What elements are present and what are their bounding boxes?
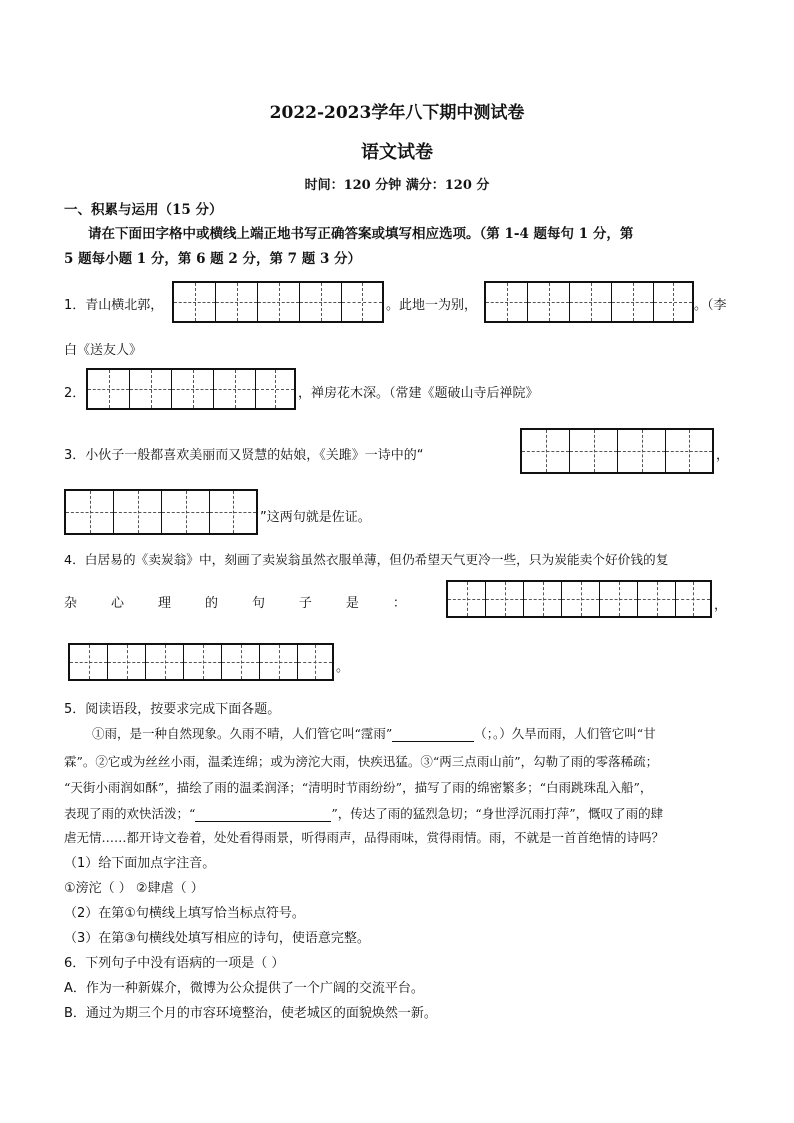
q3-grid-1[interactable]	[520, 428, 714, 474]
q4-comma: ，	[714, 598, 728, 613]
q4-line2-spread	[64, 592, 406, 611]
q3-grid-2[interactable]	[64, 489, 258, 535]
grid-cell[interactable]	[522, 430, 570, 472]
grid-cell[interactable]	[342, 283, 382, 321]
q5-sub2: （2）在第①句横线上填写恰当标点符号。	[64, 906, 305, 921]
q4-grid-1[interactable]	[446, 580, 712, 618]
grid-cell[interactable]	[174, 283, 216, 321]
q1-mid: 。此地一为别，	[386, 298, 478, 313]
q2-suffix: ，禅房花木深。（常建《题破山寺后禅院》	[298, 386, 539, 401]
q5-para-line1	[92, 724, 656, 742]
q5-p4b: ”，传达了雨的猛烈急切；“身世浮沉雨打萍”，慨叹了雨的肆	[331, 806, 664, 821]
grid-cell[interactable]	[210, 491, 256, 533]
grid-cell[interactable]	[448, 582, 486, 616]
section-heading: 一、积累与运用（15 分）	[64, 202, 223, 218]
q4-char: 理	[157, 596, 171, 611]
q6-option-b[interactable]: B．通过为期三个月的市容环境整治，使老城区的面貌焕然一新。	[64, 1006, 437, 1021]
q2-prefix: 2．	[64, 386, 86, 401]
grid-cell[interactable]	[666, 430, 712, 472]
instruction-line-2: 5 题每小题 1 分，第 6 题 2 分，第 7 题 3 分）	[64, 251, 362, 267]
grid-cell[interactable]	[222, 645, 260, 679]
q6-option-a[interactable]: A．作为一种新媒介，微博为公众提供了一个广阔的交流平台。	[64, 981, 424, 996]
exam-subtitle: 语文试卷	[361, 142, 433, 163]
q5-sub1: （1）给下面加点字注音。	[64, 856, 216, 871]
grid-cell[interactable]	[528, 283, 570, 321]
grid-cell[interactable]	[256, 370, 294, 408]
grid-cell[interactable]	[162, 491, 210, 533]
grid-cell[interactable]	[70, 645, 108, 679]
q5-para-line4	[64, 804, 663, 822]
q3-line2-suffix: ”这两句就是佐证。	[260, 510, 371, 525]
q5-p4a: 表现了雨的欢快活泼；“	[64, 806, 196, 821]
q3-comma: ，	[716, 448, 730, 463]
q4-char: 子	[298, 596, 312, 611]
grid-cell[interactable]	[524, 582, 562, 616]
q1-prefix: 1．青山横北郭，	[64, 298, 164, 313]
grid-cell[interactable]	[258, 283, 300, 321]
grid-cell[interactable]	[298, 645, 332, 679]
q5-p1a: ①雨，是一种自然现象。久雨不晴，人们管它叫“霪雨”	[92, 726, 393, 741]
grid-cell[interactable]	[88, 370, 130, 408]
q5-sub3: （3）在第③句横线处填写相应的诗句，使语意完整。	[64, 931, 370, 946]
grid-cell[interactable]	[300, 283, 342, 321]
q5-para-line2: 霖”。②它或为丝丝小雨，温柔连绵；或为滂沱大雨，快疾迅猛。③“两三点雨山前”，勾勒了雨的零落稀疏；	[64, 754, 659, 769]
grid-cell[interactable]	[638, 582, 676, 616]
q1-grid-2[interactable]	[484, 281, 694, 323]
grid-cell[interactable]	[654, 283, 692, 321]
q4-grid-2[interactable]	[68, 643, 334, 681]
q4-char: 心	[110, 596, 124, 611]
grid-cell[interactable]	[130, 370, 172, 408]
q4-char: 的	[204, 596, 218, 611]
q5-intro: 5．阅读语段，按要求完成下面各题。	[64, 702, 281, 717]
grid-cell[interactable]	[570, 283, 612, 321]
q1-source: 白《送友人》	[64, 343, 143, 358]
q4-char: 句	[251, 596, 265, 611]
q5-para-line3: “天街小雨润如酥”，描绘了雨的温柔润泽；“清明时节雨纷纷”，描写了雨的绵密繁多；“白雨跳珠乱入船”，	[64, 780, 653, 795]
grid-cell[interactable]	[108, 645, 146, 679]
q4-period: 。	[336, 660, 350, 675]
grid-cell[interactable]	[612, 283, 654, 321]
grid-cell[interactable]	[216, 283, 258, 321]
grid-cell[interactable]	[570, 430, 618, 472]
grid-cell[interactable]	[618, 430, 666, 472]
q3-line1: 3．小伙子一般都喜欢美丽而又贤慧的姑娘，《关雎》一诗中的“	[64, 448, 424, 463]
q4-line1: 4．白居易的《卖炭翁》中，刻画了卖炭翁虽然衣服单薄，但仍希望天气更冷一些，只为炭能卖个好价钱的复	[64, 552, 669, 567]
exam-title: 2022-2023学年八下期中测试卷	[269, 103, 525, 123]
q6-stem: 6．下列句子中没有语病的一项是（ ）	[64, 956, 285, 971]
grid-cell[interactable]	[214, 370, 256, 408]
grid-cell[interactable]	[562, 582, 600, 616]
q5-sub1-items: ①滂沱（ ） ②肆虐（ ）	[64, 881, 204, 896]
q4-char: 是	[345, 596, 359, 611]
q5-blank-1[interactable]	[392, 729, 474, 742]
grid-cell[interactable]	[486, 283, 528, 321]
exam-meta: 时间：120 分钟 满分：120 分	[304, 178, 490, 193]
q4-char: 杂	[64, 596, 78, 611]
grid-cell[interactable]	[600, 582, 638, 616]
grid-cell[interactable]	[184, 645, 222, 679]
q5-blank-2[interactable]	[195, 809, 331, 822]
grid-cell[interactable]	[114, 491, 162, 533]
grid-cell[interactable]	[172, 370, 214, 408]
q4-char: ：	[392, 596, 406, 611]
grid-cell[interactable]	[260, 645, 298, 679]
grid-cell[interactable]	[146, 645, 184, 679]
instruction-line-1: 请在下面田字格中或横线上端正地书写正确答案或填写相应选项。（第 1-4 题每句 1 分，第	[88, 226, 634, 242]
grid-cell[interactable]	[66, 491, 114, 533]
grid-cell[interactable]	[676, 582, 710, 616]
q5-para-line5: 虐无情……都开诗文卷着，处处看得雨景，听得雨声，品得雨味，赏得雨情。雨，不就是一首首绝情的诗吗？	[64, 830, 665, 845]
q5-p1b: （；。）久旱而雨，人们管它叫“甘	[474, 726, 656, 741]
q2-grid[interactable]	[86, 368, 296, 410]
grid-cell[interactable]	[486, 582, 524, 616]
q1-grid-1[interactable]	[172, 281, 384, 323]
q1-suffix: 。（李	[694, 298, 727, 313]
